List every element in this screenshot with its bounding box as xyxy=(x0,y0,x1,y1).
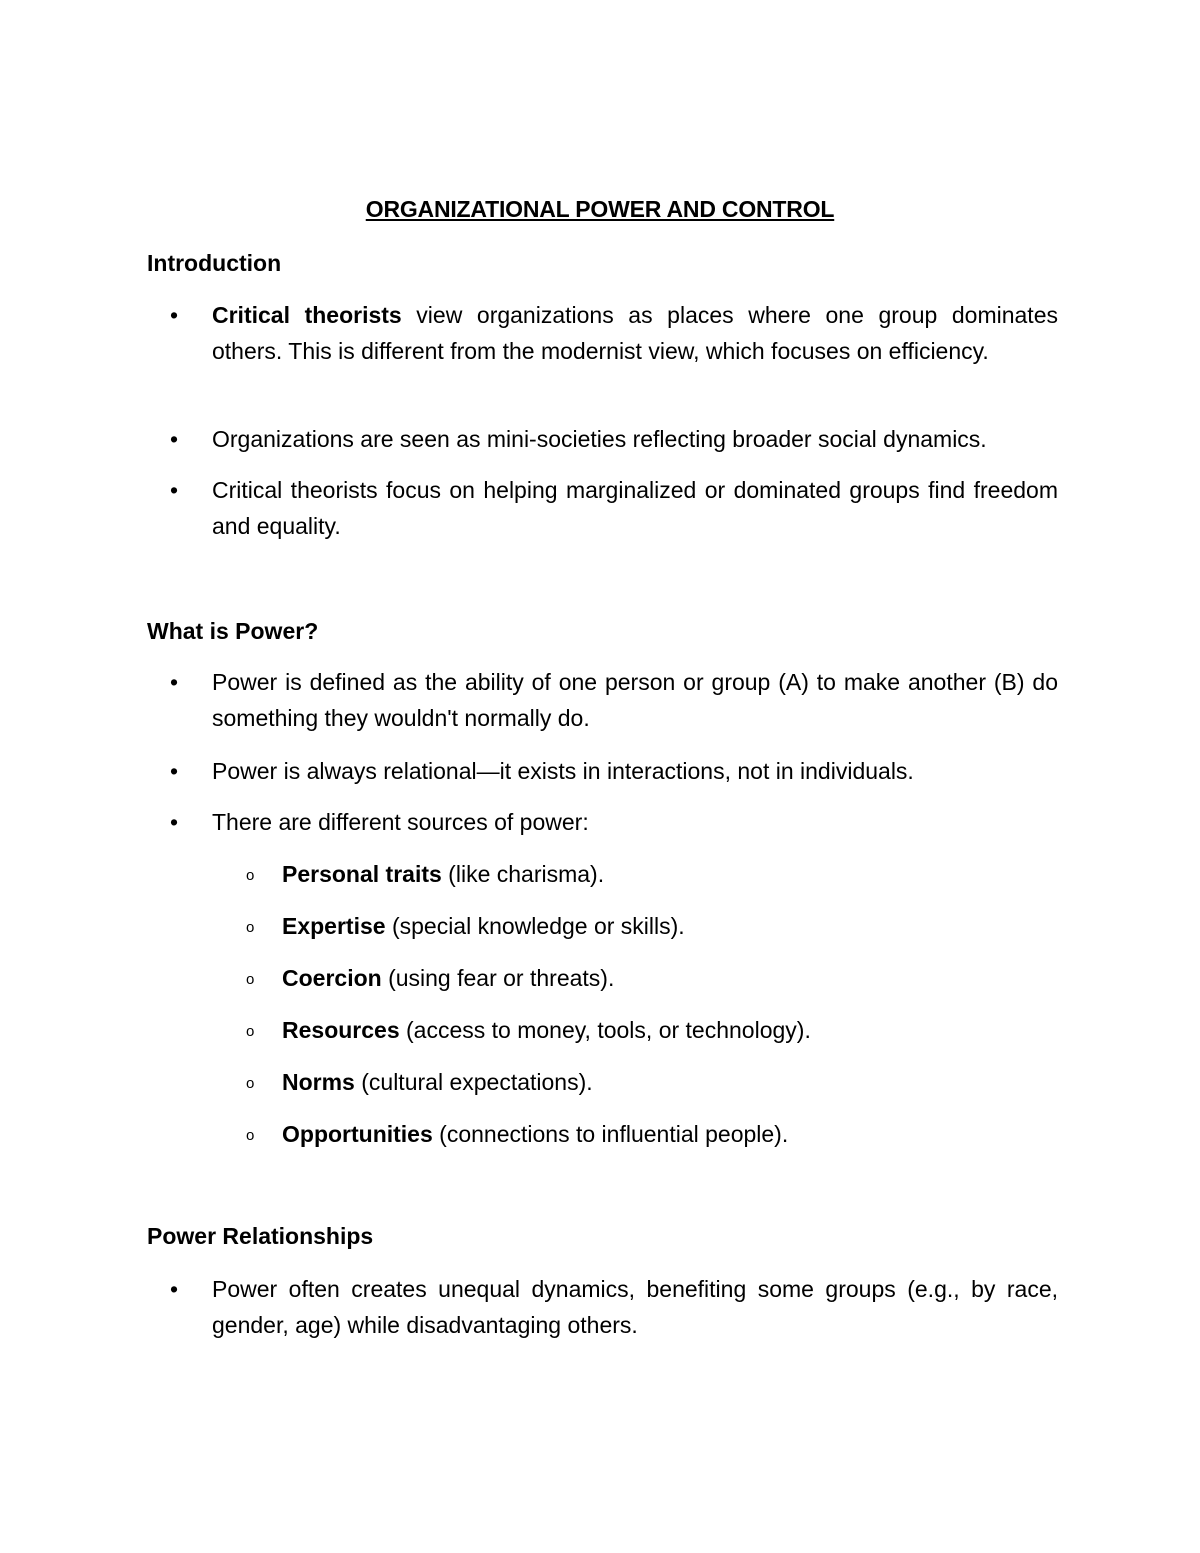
bullet-text: Power is always relational—it exists in interactions, not in individuals. xyxy=(212,758,914,784)
sub-bullet-glyph: o xyxy=(246,1023,255,1040)
bullet-text: There are different sources of power: xyxy=(212,809,589,835)
sub-bullet-text: Coercion (using fear or threats). xyxy=(282,965,615,991)
bullet-glyph: • xyxy=(170,758,179,784)
sub-bullet-glyph: o xyxy=(246,1127,255,1144)
sub-bullet-text: Norms (cultural expectations). xyxy=(282,1069,593,1095)
section-heading-introduction: Introduction xyxy=(147,250,282,276)
bullet-glyph: • xyxy=(170,302,179,328)
bullet-text: Critical theorists focus on helping marginalized or dominated groups find freedom and equality. xyxy=(212,477,1058,539)
sub-bullet-glyph: o xyxy=(246,867,255,884)
bullet-text: Power often creates unequal dynamics, benefiting some groups (e.g., by race, gender, age) while disadvantaging others. xyxy=(212,1276,1058,1338)
bold-term: Coercion xyxy=(282,965,382,991)
sub-bullet-glyph: o xyxy=(246,919,255,936)
sub-bullet-text: Resources (access to money, tools, or technology). xyxy=(282,1017,811,1043)
sub-bullet-glyph: o xyxy=(246,971,255,988)
bold-term: Norms xyxy=(282,1069,355,1095)
bullet-text: Critical theorists view organizations as places where one group dominates others. This is different from the modernist view, which focuses on efficiency. xyxy=(212,302,1058,364)
bold-term: Resources xyxy=(282,1017,400,1043)
bold-term: Opportunities xyxy=(282,1121,433,1147)
bullet-glyph: • xyxy=(170,669,179,695)
bullet-text: Power is defined as the ability of one person or group (A) to make another (B) do something they wouldn't normally do. xyxy=(212,669,1058,731)
bold-term: Personal traits xyxy=(282,861,442,887)
sub-bullet-text: Personal traits (like charisma). xyxy=(282,861,605,887)
sub-bullet-glyph: o xyxy=(246,1075,255,1092)
sub-bullet-text: Opportunities (connections to influential people). xyxy=(282,1121,789,1147)
section-heading-what-is-power: What is Power? xyxy=(147,618,319,644)
bullet-glyph: • xyxy=(170,426,179,452)
bold-term: Expertise xyxy=(282,913,386,939)
bullet-text: Organizations are seen as mini-societies reflecting broader social dynamics. xyxy=(212,426,987,452)
section-heading-power-relationships: Power Relationships xyxy=(147,1223,374,1249)
bullet-glyph: • xyxy=(170,809,179,835)
sub-bullet-text: Expertise (special knowledge or skills). xyxy=(282,913,685,939)
document-title: ORGANIZATIONAL POWER AND CONTROL xyxy=(365,196,835,222)
bullet-glyph: • xyxy=(170,1276,179,1302)
bullet-glyph: • xyxy=(170,477,179,503)
bold-term: Critical theorists xyxy=(212,302,402,328)
